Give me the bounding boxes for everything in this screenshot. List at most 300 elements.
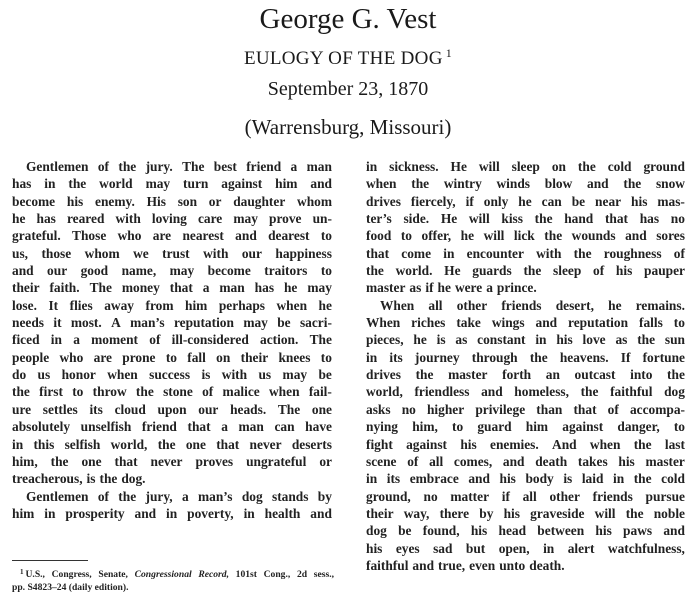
- text-line: [12, 262, 332, 279]
- word: stone: [163, 384, 193, 400]
- word: prosperity: [65, 505, 125, 521]
- word: of: [202, 384, 214, 400]
- word: dog.: [121, 471, 146, 487]
- word: no: [423, 488, 438, 504]
- word: on: [551, 159, 566, 174]
- word: when: [589, 436, 621, 452]
- word: He: [440, 211, 458, 227]
- word: absolutely: [12, 419, 71, 435]
- word: pursue: [645, 488, 685, 504]
- word: treacherous,: [12, 471, 83, 487]
- word: throw: [92, 384, 127, 400]
- word: are: [93, 349, 112, 365]
- text-line: [12, 488, 332, 505]
- word: loving: [151, 211, 187, 227]
- word: an: [545, 367, 560, 383]
- word: if: [425, 280, 434, 296]
- word: proves: [195, 453, 234, 469]
- word: friends: [501, 297, 542, 313]
- word: and: [235, 228, 257, 244]
- word: by: [317, 488, 332, 504]
- footnote-text: U.S., Congress, Senate,: [25, 569, 128, 580]
- word: dearest: [268, 228, 310, 244]
- word: master: [448, 367, 488, 383]
- word: love: [582, 332, 606, 348]
- text-line: [366, 227, 685, 244]
- word: his: [631, 193, 648, 209]
- word: death.: [529, 557, 565, 573]
- word: side.: [403, 211, 430, 227]
- word: laid: [581, 471, 604, 487]
- text-line: [366, 331, 685, 348]
- word: health: [264, 505, 301, 521]
- word: in: [44, 505, 56, 521]
- speech-location: (Warrensburg, Missouri): [244, 115, 452, 139]
- word: the: [573, 245, 592, 261]
- word: will: [468, 211, 490, 227]
- word: prove: [269, 211, 302, 227]
- word: man: [306, 159, 332, 174]
- word: and: [625, 228, 647, 244]
- text-line: [12, 314, 332, 331]
- word: When: [366, 315, 401, 331]
- word: to: [673, 315, 685, 331]
- text-line: [12, 175, 332, 192]
- word: that: [187, 419, 211, 435]
- word: never: [249, 436, 282, 452]
- text-line: [366, 522, 685, 539]
- speech-title-text: EULOGY OF THE DOG: [243, 48, 443, 69]
- word: He: [450, 159, 467, 174]
- word: malice: [222, 384, 260, 400]
- text-line: [366, 453, 685, 470]
- word: nearest: [182, 228, 224, 244]
- word: one: [185, 436, 206, 452]
- word: has: [12, 176, 32, 192]
- word: faithful: [366, 557, 409, 573]
- word: lose.: [12, 297, 37, 313]
- word: nying: [366, 419, 399, 435]
- text-line: [366, 505, 685, 522]
- word: traitors: [264, 263, 308, 279]
- word: a: [486, 280, 493, 296]
- word: the: [529, 349, 548, 365]
- text-line: [366, 279, 685, 296]
- word: higher: [426, 401, 465, 417]
- word: sun: [664, 332, 685, 348]
- word: the: [118, 159, 137, 174]
- text-line: [12, 193, 332, 210]
- word: wintry: [443, 176, 482, 192]
- text-line: [12, 349, 332, 366]
- word: a: [73, 332, 80, 348]
- word: and: [663, 523, 685, 539]
- word: jury,: [145, 488, 173, 504]
- footnote-divider: [12, 560, 88, 561]
- word: death: [535, 453, 568, 469]
- word: to: [320, 349, 332, 365]
- word: in: [535, 332, 547, 348]
- word: if: [465, 193, 474, 209]
- word: needs: [12, 315, 44, 331]
- word: to: [72, 384, 84, 400]
- word: offer,: [421, 228, 452, 244]
- word: the: [118, 488, 137, 504]
- word: when: [276, 297, 308, 313]
- body-column-left: [12, 158, 332, 522]
- word: our: [47, 263, 68, 279]
- word: falls: [639, 315, 663, 331]
- word: wounds: [571, 228, 616, 244]
- word: the: [534, 211, 553, 227]
- text-line: [366, 401, 685, 418]
- word: his: [595, 523, 612, 539]
- word: faith.: [49, 280, 80, 296]
- word: hand: [564, 211, 594, 227]
- word: against: [406, 436, 448, 452]
- word: world,: [366, 384, 403, 400]
- word: whom: [297, 193, 332, 209]
- word: their: [366, 505, 394, 521]
- author-name: George G. Vest: [259, 3, 437, 35]
- word: that: [573, 401, 597, 417]
- word: takes: [577, 453, 608, 469]
- word: the: [544, 228, 563, 244]
- word: dog: [241, 488, 263, 504]
- word: one: [81, 453, 102, 469]
- word: the: [637, 332, 656, 348]
- word: desert,: [555, 297, 594, 313]
- word: and: [412, 557, 435, 573]
- word: in: [366, 471, 378, 487]
- word: son: [177, 193, 198, 209]
- word: Gentlemen: [26, 488, 89, 504]
- word: ure: [12, 401, 32, 417]
- word: on: [216, 349, 231, 365]
- word: of: [607, 401, 619, 417]
- text-line: [366, 436, 685, 453]
- word: moment: [91, 332, 138, 348]
- word: are: [152, 228, 172, 244]
- word: but: [465, 540, 486, 556]
- word: riches: [411, 315, 446, 331]
- word: flies: [69, 297, 93, 313]
- word: come: [401, 245, 432, 261]
- word: lick: [513, 228, 535, 244]
- word: he: [608, 297, 622, 313]
- footnote-citation: 101st Cong., 2d sess.,: [235, 569, 334, 580]
- word: one: [311, 401, 332, 417]
- word: the: [633, 436, 652, 452]
- word: his: [366, 540, 383, 556]
- word: is: [563, 471, 573, 487]
- word: reared: [66, 211, 105, 227]
- word: unto: [499, 557, 526, 573]
- word: comes,: [453, 453, 493, 469]
- word: encounter: [466, 245, 524, 261]
- word: when: [269, 384, 300, 400]
- word: of: [673, 245, 685, 261]
- word: all: [522, 488, 537, 504]
- word: and: [310, 505, 332, 521]
- word: will: [594, 505, 616, 521]
- word: good: [80, 263, 109, 279]
- word: head: [498, 523, 527, 539]
- word: of: [407, 453, 419, 469]
- word: cloud: [114, 401, 146, 417]
- word: near: [595, 193, 622, 209]
- word: may: [307, 280, 332, 296]
- word: this: [33, 436, 55, 452]
- word: there: [439, 505, 470, 521]
- word: roughness: [603, 245, 662, 261]
- body-column-right: [366, 158, 685, 574]
- word: to: [165, 349, 177, 365]
- word: sickness.: [389, 159, 439, 174]
- word: has: [639, 211, 660, 227]
- word: to: [400, 228, 412, 244]
- word: wings: [491, 315, 525, 331]
- word: sacri-: [299, 315, 332, 331]
- word: our: [241, 245, 262, 261]
- word: daughter: [233, 193, 286, 209]
- text-line: [366, 488, 685, 505]
- text-line: [12, 366, 332, 383]
- word: with: [115, 211, 141, 227]
- word: other: [456, 297, 488, 313]
- word: the: [580, 384, 599, 400]
- word: care: [197, 211, 223, 227]
- word: will: [483, 228, 505, 244]
- word: in: [50, 332, 62, 348]
- word: his: [618, 453, 635, 469]
- word: open,: [498, 540, 530, 556]
- word: only: [483, 193, 509, 209]
- word: remains.: [635, 297, 685, 313]
- word: do: [12, 367, 27, 383]
- word: grateful.: [12, 228, 61, 244]
- word: the: [523, 263, 542, 279]
- word: him,: [412, 419, 438, 435]
- word: turn: [183, 176, 209, 192]
- word: away: [104, 297, 134, 313]
- word: of: [97, 488, 109, 504]
- word: that: [366, 245, 390, 261]
- word: into: [630, 367, 653, 383]
- word: or: [208, 193, 222, 209]
- word: noble: [653, 505, 685, 521]
- word: mas-: [657, 193, 685, 209]
- word: world.: [395, 263, 433, 279]
- footnote: [12, 566, 334, 594]
- word: true,: [438, 557, 466, 573]
- text-line: [366, 418, 685, 435]
- word: the: [135, 384, 154, 400]
- word: man’s: [130, 315, 165, 331]
- text-line: [366, 366, 685, 383]
- text-line: [366, 383, 685, 400]
- word: us,: [12, 245, 29, 261]
- word: even: [469, 557, 496, 573]
- word: to: [673, 419, 685, 435]
- text-line: [12, 436, 332, 453]
- word: ill-considered: [171, 332, 249, 348]
- word: through: [471, 349, 518, 365]
- word: whom: [84, 245, 120, 261]
- word: has: [36, 211, 56, 227]
- word: poverty,: [187, 505, 234, 521]
- word: can: [274, 419, 295, 435]
- word: the: [577, 159, 596, 174]
- word: body: [525, 471, 554, 487]
- word: the: [12, 384, 30, 400]
- word: can: [541, 193, 562, 209]
- word: the: [415, 367, 434, 383]
- word: journey: [414, 349, 460, 365]
- word: a: [202, 280, 210, 296]
- word: winds: [496, 176, 531, 192]
- word: in: [366, 159, 378, 174]
- word: drives: [366, 193, 401, 209]
- word: its: [389, 349, 403, 365]
- word: in: [366, 349, 378, 365]
- word: the: [411, 176, 430, 192]
- word: The: [182, 159, 205, 174]
- word: against: [221, 176, 263, 192]
- word: Those: [72, 228, 107, 244]
- word: in: [44, 176, 56, 192]
- text-line: [12, 331, 332, 348]
- footnote-marker: 1: [445, 46, 453, 60]
- word: A: [111, 315, 121, 331]
- word: ficed: [12, 332, 40, 348]
- word: money: [121, 280, 160, 296]
- word: he: [318, 297, 332, 313]
- word: never: [150, 453, 183, 469]
- text-line: [12, 210, 332, 227]
- word: snow: [655, 176, 685, 192]
- word: his: [499, 471, 516, 487]
- word: to: [320, 263, 332, 279]
- word: kiss: [501, 211, 523, 227]
- word: be: [398, 523, 412, 539]
- word: he: [460, 228, 475, 244]
- word: may: [169, 263, 195, 279]
- word: who: [117, 228, 142, 244]
- word: the: [625, 505, 644, 521]
- word: friends: [592, 488, 633, 504]
- word: him: [275, 176, 298, 192]
- text-line: [366, 557, 685, 574]
- word: constant: [477, 332, 526, 348]
- word: him: [12, 505, 35, 521]
- word: most.: [70, 315, 102, 331]
- word: world: [99, 176, 133, 192]
- word: It: [48, 297, 59, 313]
- word: no: [670, 211, 685, 227]
- word: all: [429, 453, 444, 469]
- word: no: [401, 401, 416, 417]
- word: he: [518, 193, 532, 209]
- word: happiness: [275, 245, 332, 261]
- word: forth: [502, 367, 532, 383]
- word: its: [386, 471, 401, 487]
- word: dog: [366, 523, 387, 539]
- word: in: [166, 505, 178, 521]
- word: their: [240, 349, 269, 365]
- word: unselfish: [80, 419, 132, 435]
- word: take: [456, 315, 481, 331]
- word: graveside: [530, 505, 585, 521]
- word: from: [145, 297, 174, 313]
- word: by: [479, 505, 494, 521]
- footnote-line-2: pp. S4823–24 (daily edition).: [12, 581, 129, 593]
- word: and: [535, 315, 558, 331]
- word: master: [645, 453, 685, 469]
- word: accompa-: [629, 401, 685, 417]
- word: jury.: [145, 159, 173, 174]
- word: may: [233, 211, 258, 227]
- text-line: [12, 383, 332, 400]
- word: pauper: [644, 263, 685, 279]
- word: we: [133, 245, 149, 261]
- word: selfish: [64, 436, 101, 452]
- word: dog: [664, 384, 685, 400]
- word: alert: [567, 540, 595, 556]
- word: and: [587, 176, 609, 192]
- word: prone: [122, 349, 156, 365]
- word: trust: [162, 245, 190, 261]
- word: action.: [260, 332, 299, 348]
- text-line: [12, 279, 332, 296]
- word: friendless: [414, 384, 470, 400]
- word: when: [366, 176, 397, 192]
- word: the: [366, 263, 384, 279]
- word: man’s: [198, 488, 233, 504]
- word: last: [664, 436, 685, 452]
- word: embrace: [409, 471, 459, 487]
- word: cold: [661, 471, 685, 487]
- word: drives: [366, 367, 401, 383]
- word: him: [525, 419, 549, 435]
- footnote-line-1: [12, 566, 334, 582]
- word: The: [309, 332, 332, 348]
- word: when: [107, 367, 138, 383]
- word: the: [50, 453, 69, 469]
- word: danger,: [617, 419, 660, 435]
- footnote-number: 1: [20, 568, 24, 576]
- word: than: [536, 401, 563, 417]
- word: sleep: [553, 263, 582, 279]
- text-line: [366, 193, 685, 210]
- word: reputation: [173, 315, 234, 331]
- word: first: [39, 384, 63, 400]
- word: and: [502, 453, 525, 469]
- word: fight: [366, 436, 393, 452]
- word: who: [59, 349, 84, 365]
- word: with: [221, 367, 248, 383]
- word: friend: [141, 419, 177, 435]
- word: faithful: [610, 384, 653, 400]
- word: or: [319, 453, 332, 469]
- text-line: [366, 314, 685, 331]
- word: were: [454, 280, 483, 296]
- text-line: [12, 401, 332, 418]
- word: to: [452, 419, 464, 435]
- word: fortune: [642, 349, 685, 365]
- word: And: [552, 436, 577, 452]
- word: his: [503, 505, 520, 521]
